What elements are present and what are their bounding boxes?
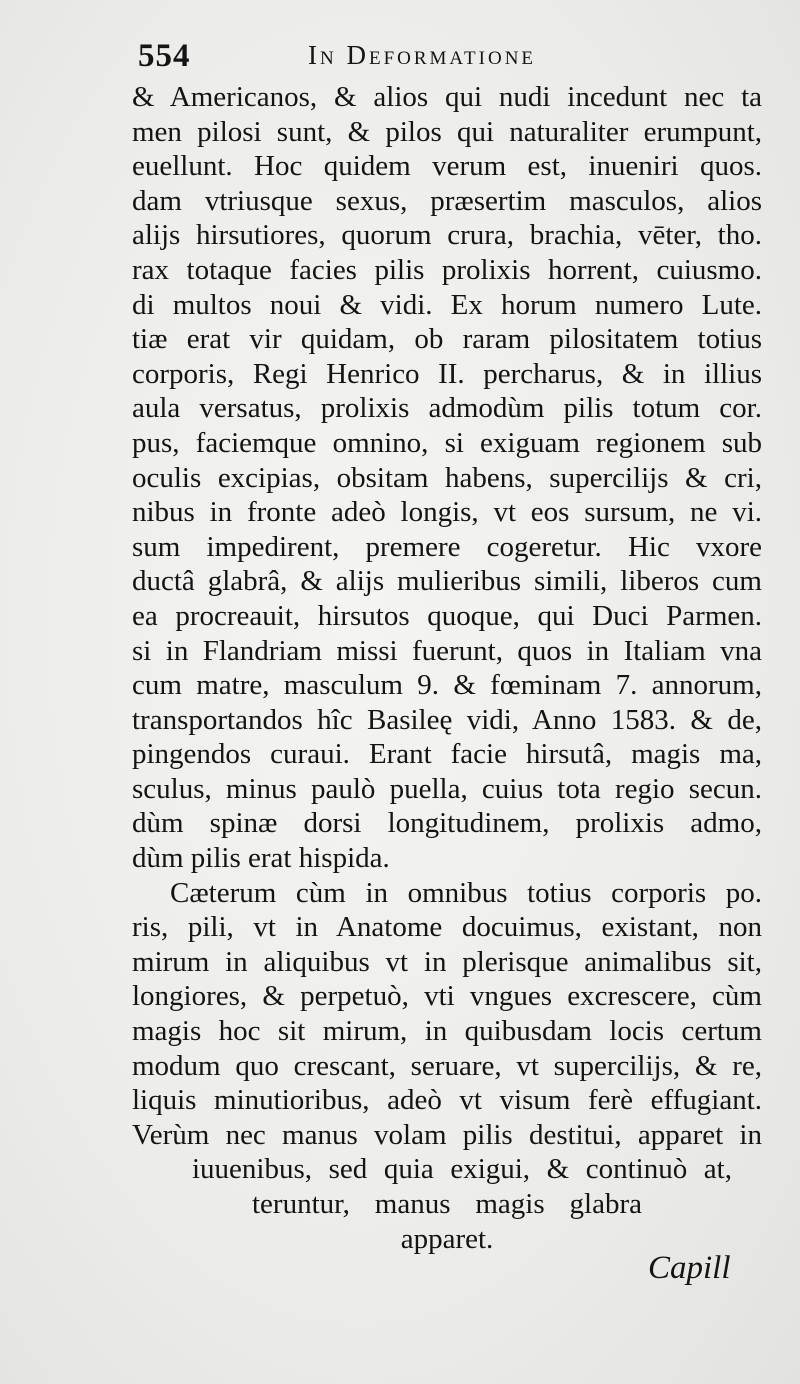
text-line: pus, faciemque omnino, si exiguam regionem sub [132, 426, 762, 459]
text-line: transportandos hîc Basileę vidi, Anno 1583. & de, [132, 703, 762, 736]
text-line: liquis minutioribus, adeò vt visum ferè effugiant. [132, 1084, 762, 1117]
catchword: Capill [648, 1250, 731, 1286]
text-line: ductâ glabrâ, & alijs mulieribus simili, liberos cum [132, 565, 762, 598]
text-line: corporis, Regi Henrico II. percharus, & in illius [132, 357, 762, 390]
text-line: sculus, minus paulò puella, cuius tota regio secun. [132, 772, 762, 805]
text-line: rax totaque facies pilis prolixis horrent, cuiusmo. [132, 253, 762, 286]
text-line: oculis excipias, obsitam habens, superciliјs & cri, [132, 461, 762, 494]
text-line: ea procreauit, hirsutos quoque, qui Duci Parmen. [132, 599, 762, 632]
text-line: Verùm nec manus volam pilis destitui, apparet in [132, 1118, 762, 1151]
page-header [138, 38, 658, 78]
text-line: & Americanos, & alios qui nudi incedunt nec ta [132, 81, 762, 113]
text-line-paragraph-end: dùm pilis erat hispida. [132, 842, 390, 875]
text-line: mirum in aliquibus vt in plerisque animalibus sit, [132, 945, 762, 978]
text-line: pingendos curaui. Erant facie hirsutâ, magis ma, [132, 738, 762, 771]
text-line-tapered: teruntur, manus magis glabra [252, 1188, 642, 1220]
text-line: sum impedirent, premere cogeretur. Hic vxore [132, 530, 762, 563]
running-head: In Deformatione [308, 40, 537, 70]
body-text [132, 80, 762, 1256]
text-line: dam vtriusque sexus, præsertim masculos, alios [132, 184, 762, 217]
text-line: nibus in fronte adeò longis, vt eos sursum, ne vi. [132, 496, 762, 529]
text-line: tiæ erat vir quidam, ob raram pilositatem totius [132, 323, 762, 356]
text-line-tapered: iuuenibus, sed quia exigui, & continuò at, [192, 1153, 732, 1186]
text-line: dùm spinæ dorsi longitudinem, prolixis admo, [132, 807, 762, 840]
text-line: aula versatus, prolixis admodùm pilis totum cor. [132, 392, 762, 425]
text-line: men pilosi sunt, & pilos qui naturaliter erumpunt, [132, 115, 762, 148]
text-line: cum matre, masculum 9. & fœminam 7. annorum, [132, 669, 762, 702]
text-line: di multos noui & vidi. Ex horum numero Lute. [132, 288, 762, 321]
text-line: longiores, & perpetuò, vti vngues excrescere, cùm [132, 980, 762, 1013]
text-line: alijs hirsutiores, quorum crura, brachia, vēter, tho. [132, 219, 762, 252]
text-line: si in Flandriam missi fuerunt, quos in Italiam vna [132, 634, 762, 667]
text-line: magis hoc sit mirum, in quibusdam locis certum [132, 1015, 762, 1048]
text-line: euellunt. Hoc quidem verum est, inueniri quos. [132, 150, 762, 183]
text-line: modum quo crescant, seruare, vt superciliјs, & re, [132, 1049, 762, 1082]
text-line-paragraph-start: Cæterum cùm in omnibus totius corporis po. [170, 876, 762, 909]
text-line-tapered: apparet. [400, 1222, 494, 1255]
text-line: ris, pili, vt in Anatome docuimus, existant, non [132, 911, 762, 944]
page-number: 554 [138, 38, 191, 74]
